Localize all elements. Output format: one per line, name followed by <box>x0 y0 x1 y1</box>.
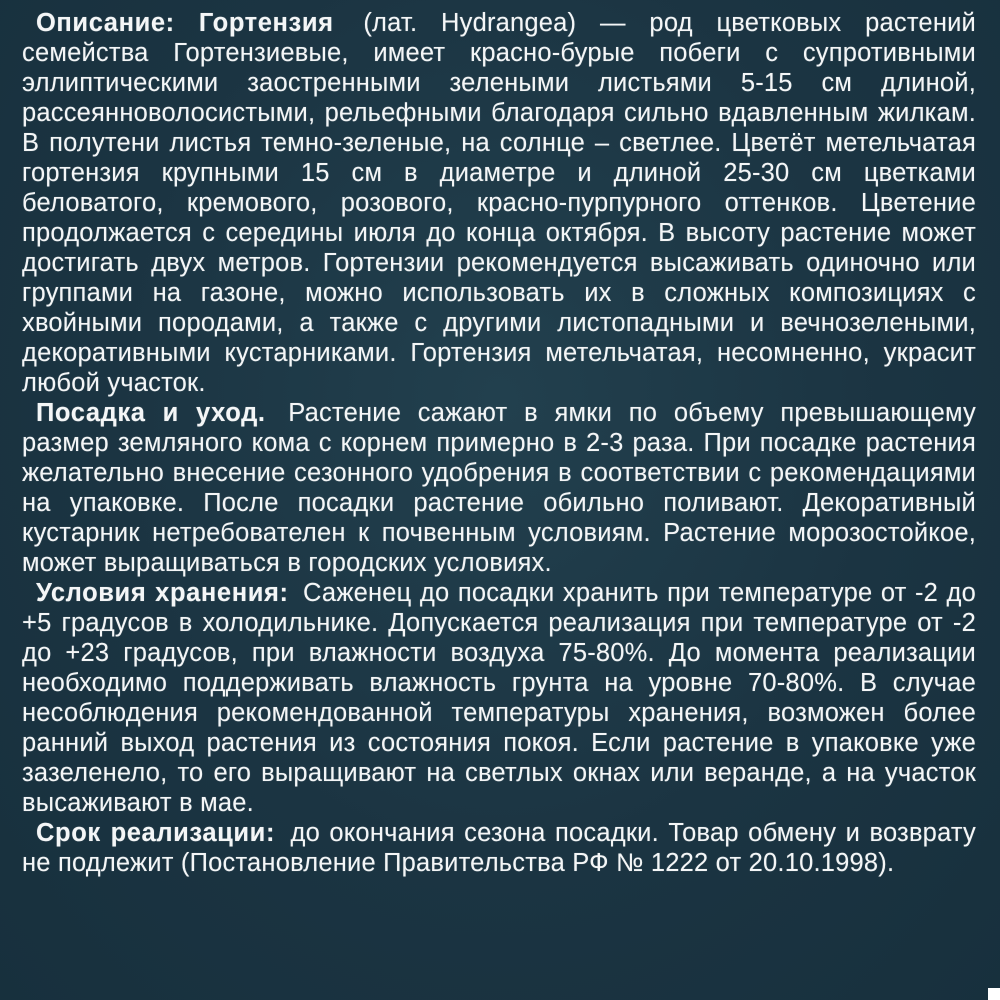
sale-period-heading: Срок реализации: <box>36 819 276 847</box>
description-section <box>22 8 976 398</box>
corner-mark <box>988 988 1000 1000</box>
storage-conditions-section <box>22 578 976 818</box>
sale-period-section <box>22 818 976 878</box>
storage-conditions-text: Саженец до посадки хранить при температуре от -2 до +5 градусов в холодильнике. Допускается реализация при температуре от -2 до +23 градусов, при влажности воздуха 75-80%. До момента реализации необходимо поддерживать влажность грунта на уровне 70-80%. В случае несоблюдения рекомендованной температуры хранения, возможен более ранний выход растения из состояния покоя. Если растение в упаковке уже зазеленело, то его выращивают на светлых окнах или веранде, а на участок высаживают в мае. <box>22 579 976 817</box>
planting-care-text: Растение сажают в ямки по объему превышающему размер земляного кома с корнем примерно в 2-3 раза. При посадке растения желательно внесение сезонного удобрения в соответствии с рекомендациями на упаковке. После посадки растение обильно поливают. Декоративный кустарник нетребователен к почвенным условиям. Растение морозостойкое, может выращиваться в городских условиях. <box>22 399 976 577</box>
storage-conditions-heading: Условия хранения: <box>36 579 289 607</box>
planting-care-section <box>22 398 976 578</box>
description-heading: Описание: Гортензия <box>36 9 334 37</box>
sale-period-text: до окончания сезона посадки. Товар обмену и возврату не подлежит (Постановление Правительства РФ № 1222 от 20.10.1998). <box>22 819 977 877</box>
planting-care-heading: Посадка и уход. <box>36 399 266 427</box>
description-text: (лат. Hydrangea) — род цветковых растений семейства Гортензиевые, имеет красно-бурые побеги с супротивными эллиптическими заостренными зелеными листьями 5-15 см длиной, рассеянноволосистыми, рельефными благодаря сильно вдавленным жилкам. В полутени листья темно-зеленые, на солнце – светлее. Цветёт метельчатая гортензия крупными 15 см в диаметре и длиной 25-30 см цветками беловатого, кремового, розового, красно-пурпурного оттенков. Цветение продолжается с середины июля до конца октября. В высоту растение может достигать двух метров. Гортензии рекомендуется высаживать одиночно или группами на газоне, можно использовать их в сложных композициях с хвойными породами, а также с другими листопадными и вечнозелеными, декоративными кустарниками. Гортензия метельчатая, несомненно, украсит любой участок. <box>22 9 976 397</box>
